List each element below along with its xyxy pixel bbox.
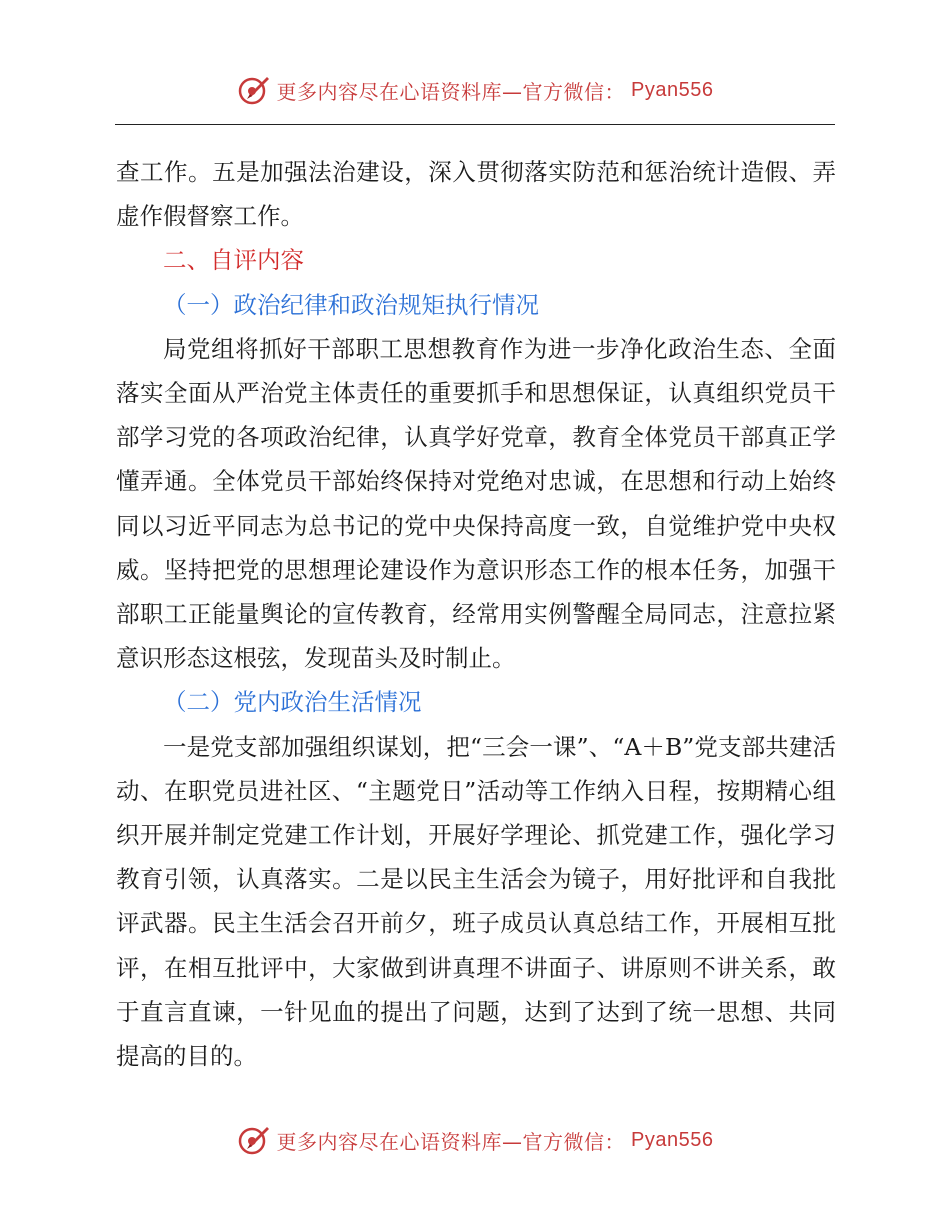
- subsection-heading-1: （一）政治纪律和政治规矩执行情况: [163, 290, 539, 319]
- header-rule: [115, 124, 835, 125]
- header-watermark: [0, 70, 950, 110]
- watermark-text: 更多内容尽在心语资料库—官方微信：: [276, 1129, 626, 1154]
- subsection-heading-2: （二）党内政治生活情况: [163, 688, 422, 717]
- document-body: [116, 150, 836, 1078]
- watermark-handle: Pyan556: [631, 1128, 714, 1151]
- watermark-text: 更多内容尽在心语资料库—官方微信：: [276, 79, 626, 104]
- pen-logo-icon: [237, 1123, 271, 1157]
- watermark-handle: Pyan556: [631, 78, 714, 101]
- pen-logo-icon: [237, 73, 271, 107]
- paragraph-2: 一是党支部加强组织谋划，把“三会一课”、“A＋B”党支部共建活动、在职党员进社区、“主题党日”活动等工作纳入日程，按期精心组织开展并制定党建工作计划，开展好学理论、抓党建工作，强化学习教育引领，认真落实。二是以民主生活会为镜子，用好批评和自我批评武器。民主生活会召开前夕，班子成员认真总结工作，开展相互批评，在相互批评中，大家做到讲真理不讲面子、讲原则不讲关系，敢于直言直谏，一针见血的提出了问题，达到了达到了统一思想、共同提高的目的。: [116, 732, 836, 1071]
- section-heading: 二、自评内容: [163, 246, 304, 275]
- footer-watermark: [0, 1120, 950, 1160]
- paragraph-continued: 查工作。五是加强法治建设，深入贯彻落实防范和惩治统计造假、弄虚作假督察工作。: [116, 158, 836, 231]
- paragraph-1: 局党组将抓好干部职工思想教育作为进一步净化政治生态、全面落实全面从严治党主体责任的重要抓手和思想保证，认真组织党员干部学习党的各项政治纪律，认真学好党章，教育全体党员干部真正学懂弄通。全体党员干部始终保持对党绝对忠诚，在思想和行动上始终同以习近平同志为总书记的党中央保持高度一致，自觉维护党中央权威。坚持把党的思想理论建设作为意识形态工作的根本任务，加强干部职工正能量舆论的宣传教育，经常用实例警醒全局同志，注意拉紧意识形态这根弦，发现苗头及时制止。: [116, 334, 836, 673]
